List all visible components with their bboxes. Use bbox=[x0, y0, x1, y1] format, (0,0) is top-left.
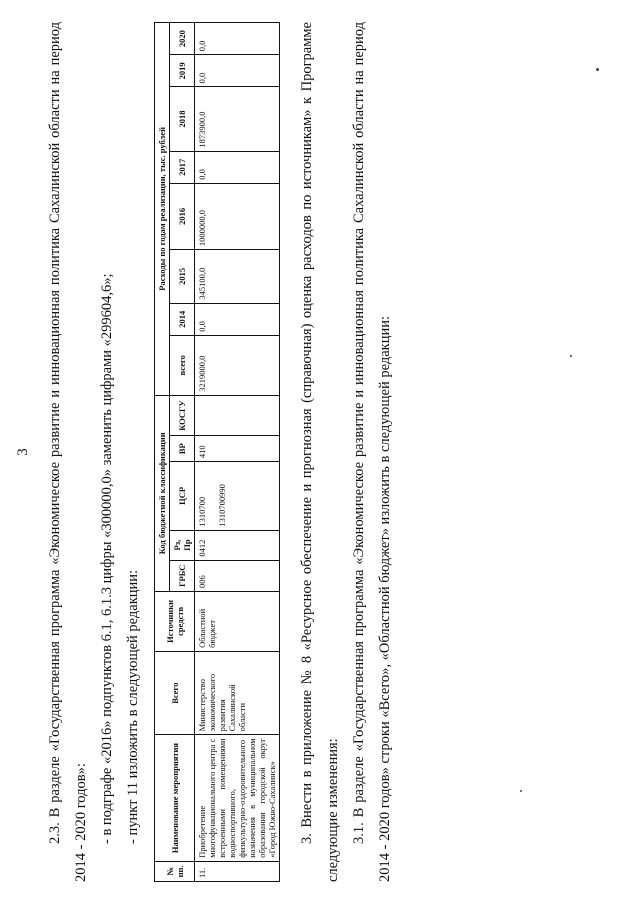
cell-executor: Министерство экономического развития Сахалинской области bbox=[195, 651, 280, 735]
cell-2016: 1000000,0 bbox=[195, 183, 280, 249]
header-year-2015: 2015 bbox=[170, 250, 195, 304]
header-csr: ЦСР bbox=[170, 462, 195, 531]
paragraph-2-3: 2.3. В разделе «Государственная программа «Экономическое развитие и инновационная политика Сахалинской области на период 2014 - 2020 годов»: bbox=[47, 22, 89, 882]
header-year-2017: 2017 bbox=[170, 151, 195, 183]
header-executor: Всего bbox=[155, 651, 195, 735]
cell-2019: 0,0 bbox=[195, 55, 280, 87]
program-table bbox=[154, 22, 280, 882]
header-num: № пп. bbox=[155, 861, 195, 881]
cell-name: Приобретение многофункционального центра с встроенными помещениями водноспортивного, физкультурно-оздоровительного назначения в муниципальном образовании городской округ «Город Южно-Сахалинск» bbox=[195, 735, 280, 861]
paragraph-3-1: 3.1. В разделе «Государственная программа «Экономическое развитие и инновационная политика Сахалинской области на период 2014 - 2020 годов» строки «Всего», «Областной бюджет» изложить в следующей редакции: bbox=[351, 22, 393, 882]
header-year-2016: 2016 bbox=[170, 183, 195, 249]
cell-rzpr: 0412 bbox=[195, 530, 280, 560]
cell-grbs: 006 bbox=[195, 560, 280, 591]
rotated-page-content bbox=[15, 22, 625, 882]
cell-csr bbox=[195, 462, 280, 531]
paragraph-3: 3. Внести в приложение № 8 «Ресурсное обеспечение и прогнозная (справочная) оценка расходов по источникам» к Программе следующие изменения: bbox=[299, 22, 341, 882]
page-number: 3 bbox=[15, 448, 31, 456]
cell-2020: 0,0 bbox=[195, 23, 280, 55]
cell-2018: 1873900,0 bbox=[195, 87, 280, 151]
cell-total: 3219000,0 bbox=[195, 335, 280, 395]
header-grbs: ГРБС bbox=[170, 560, 195, 591]
cell-2017: 0,0 bbox=[195, 151, 280, 183]
paragraph-2016-change: - в подграфе «2016» подпунктов 6.1, 6.1.3 цифры «300000,0» заменить цифрами «299604,6»; bbox=[99, 273, 115, 844]
header-year-2014: 2014 bbox=[170, 303, 195, 335]
header-year-2019: 2019 bbox=[170, 55, 195, 87]
header-name: Наименование мероприятия bbox=[155, 735, 195, 861]
cell-num: 11. bbox=[195, 861, 280, 881]
header-kosgu: КОСГУ bbox=[170, 395, 195, 436]
header-vr: ВР bbox=[170, 436, 195, 462]
cell-2014: 0,0 bbox=[195, 303, 280, 335]
header-expenses: Расходы по годам реализации, тыс. рублей bbox=[155, 23, 170, 396]
cell-csr-line-2: 1310700990 bbox=[217, 484, 227, 527]
header-source: Источники средств bbox=[155, 591, 195, 651]
cell-kosgu bbox=[195, 395, 280, 436]
cell-vr: 410 bbox=[195, 436, 280, 462]
header-rzpr: Рз, Пр bbox=[170, 530, 195, 560]
header-year-2020: 2020 bbox=[170, 23, 195, 55]
table-row bbox=[195, 23, 280, 882]
cell-source: Областной бюджет bbox=[195, 591, 280, 651]
header-year-2018: 2018 bbox=[170, 87, 195, 151]
header-budget-code: Код бюджетной классификации bbox=[155, 395, 170, 591]
header-total: всего bbox=[170, 335, 195, 395]
cell-csr-line-1: 1310700 bbox=[197, 496, 207, 527]
cell-2015: 345100,0 bbox=[195, 250, 280, 304]
paragraph-item-11: - пункт 11 изложить в следующей редакции: bbox=[125, 569, 141, 844]
